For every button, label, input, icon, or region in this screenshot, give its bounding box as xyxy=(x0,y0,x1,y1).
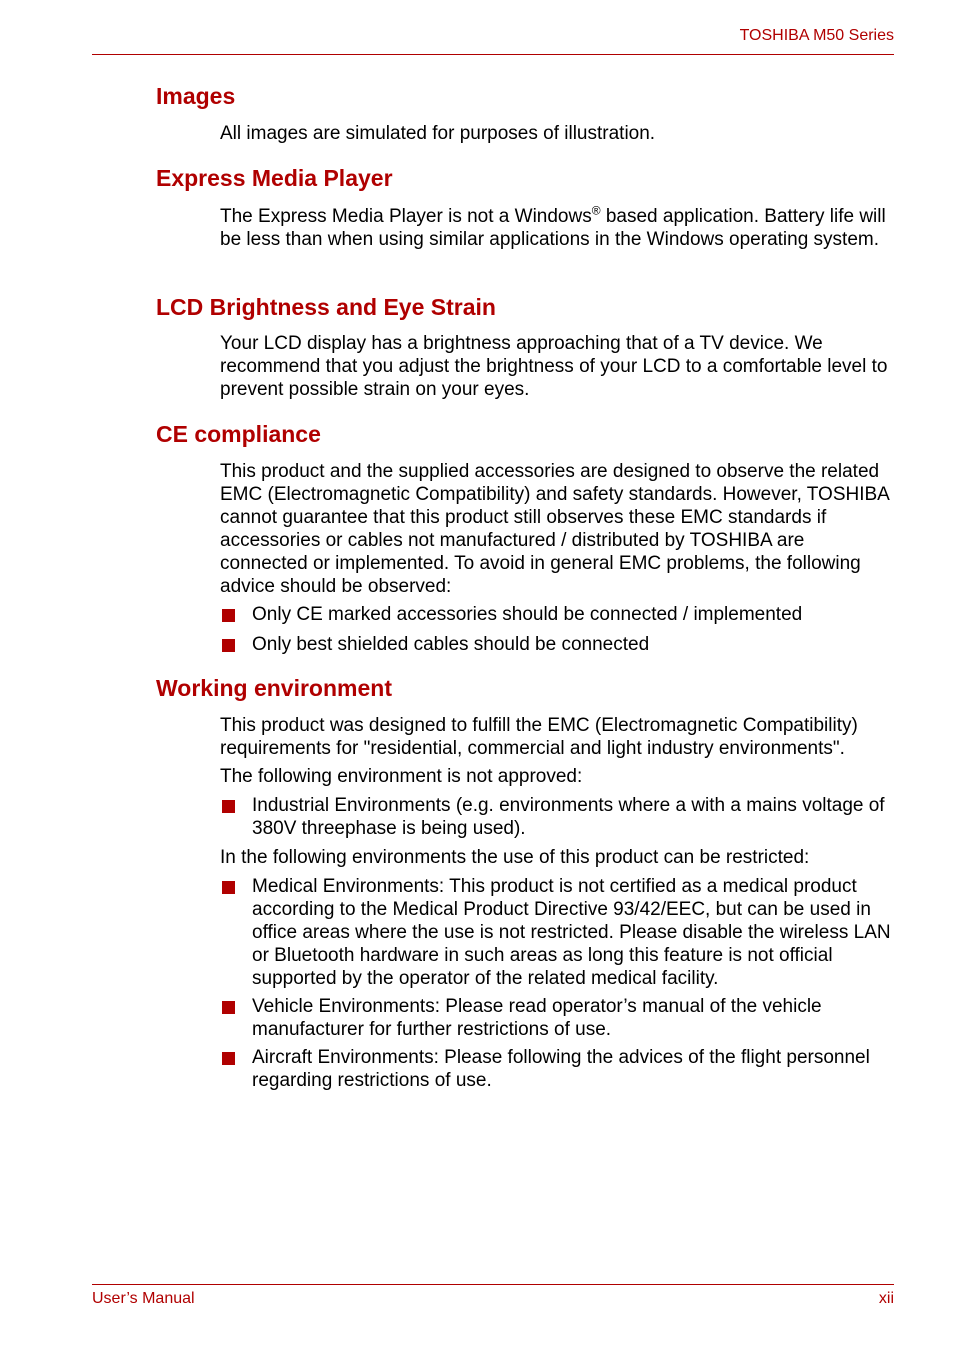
working-paragraph-2: The following environment is not approved: xyxy=(220,766,583,787)
list-item: Vehicle Environments: Please read operator’s manual of the vehicle manufacturer for further restrictions of use. xyxy=(220,995,894,1041)
footer-rule xyxy=(92,1284,894,1285)
bullet-square-icon xyxy=(222,609,235,622)
list-item: Medical Environments: This product is not certified as a medical product according to the Medical Product Directive 93/42/EEC, but can be used in office areas where the use is not restricted. Please disable the wireless LAN or Bluetooth hardware in such areas as long this feature is not official supported by the operator of the related medical facility. xyxy=(220,875,894,990)
working-paragraph-3: In the following environments the use of this product can be restricted: xyxy=(220,847,810,868)
lcd-paragraph: Your LCD display has a brightness approaching that of a TV device. We recommend that you adjust the brightness of your LCD to a comfortable level to prevent possible strain on your eyes. xyxy=(220,333,888,400)
bullet-square-icon xyxy=(222,1001,235,1014)
footer-manual-title: User’s Manual xyxy=(92,1290,195,1307)
header-rule xyxy=(92,54,894,55)
bullet-square-icon xyxy=(222,1052,235,1065)
bullet-square-icon xyxy=(222,800,235,813)
heading-ce-compliance: CE compliance xyxy=(156,421,321,447)
page-number: xii xyxy=(878,1290,894,1307)
working-paragraph-1: This product was designed to fulfill the EMC (Electromagnetic Compatibility) requirements for "residential, commercial and light industry environments". xyxy=(220,715,858,759)
list-item: Industrial Environments (e.g. environments where a with a mains voltage of 380V threephase is being used). xyxy=(220,794,894,840)
running-header: TOSHIBA M50 Series xyxy=(739,27,894,44)
list-item: Only CE marked accessories should be connected / implemented xyxy=(220,603,894,626)
bullet-square-icon xyxy=(222,639,235,652)
heading-working-environment: Working environment xyxy=(156,675,392,701)
ce-paragraph: This product and the supplied accessories are designed to observe the related EMC (Electromagnetic Compatibility) and safety standards. However, TOSHIBA cannot guarantee that this product still observes these EMC standards if accessories or cables not manufactured / distributed by TOSHIBA are connected or implemented. To avoid in general EMC problems, the following advice should be observed: xyxy=(220,461,889,597)
heading-express-media-player: Express Media Player xyxy=(156,165,393,191)
express-media-player-paragraph: The Express Media Player is not a Windows® based application. Battery life will be less than when using similar applications in the Windows operating system. xyxy=(220,203,886,250)
heading-images: Images xyxy=(156,83,236,109)
bullet-square-icon xyxy=(222,881,235,894)
list-item: Aircraft Environments: Please following the advices of the flight personnel regarding restrictions of use. xyxy=(220,1046,894,1092)
images-paragraph: All images are simulated for purposes of illustration. xyxy=(220,123,656,144)
heading-lcd-brightness: LCD Brightness and Eye Strain xyxy=(156,294,496,320)
list-item: Only best shielded cables should be connected xyxy=(220,633,894,656)
